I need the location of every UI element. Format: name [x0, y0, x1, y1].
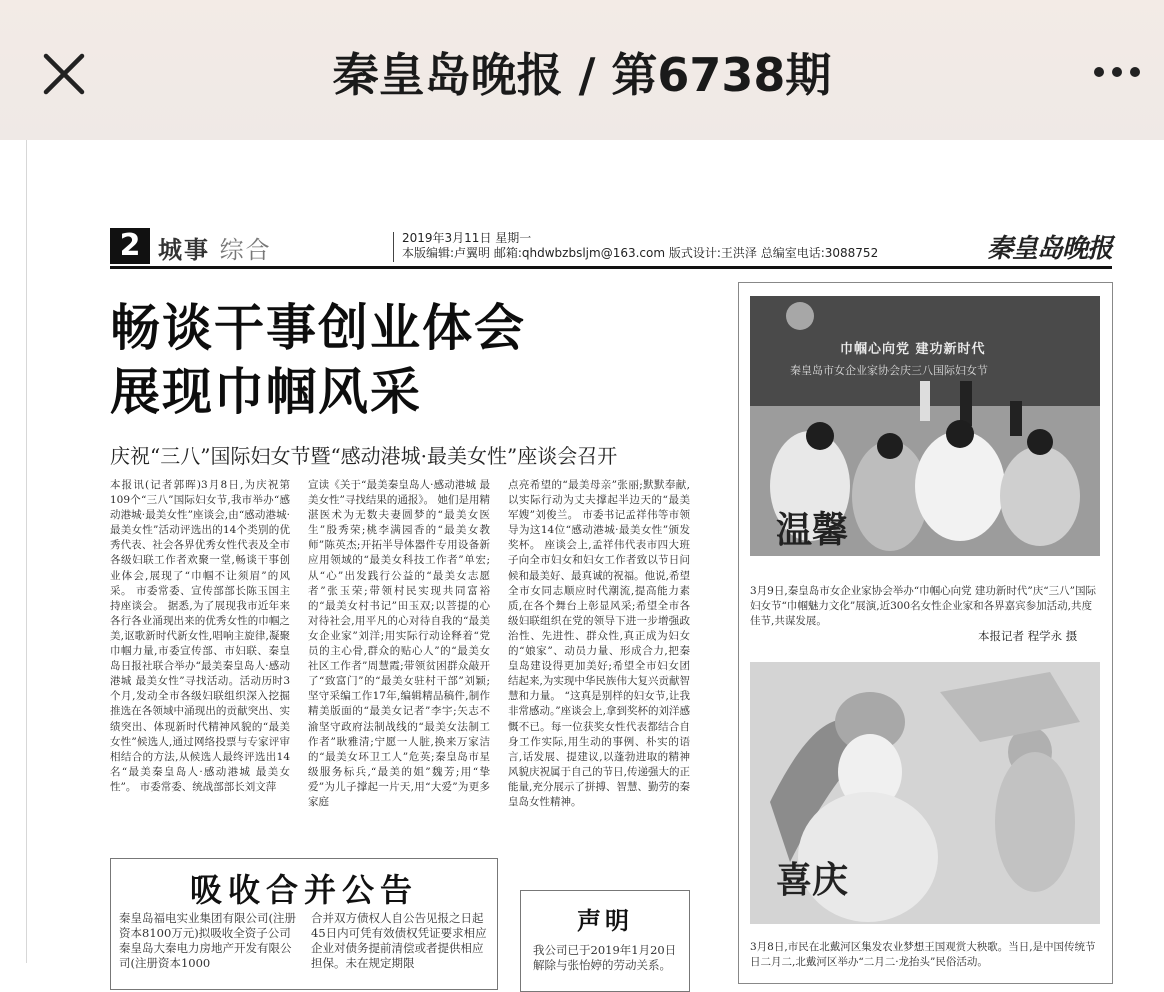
- article-subheadline: 庆祝“三八”国际妇女节暨“感动港城·最美女性”座谈会召开: [110, 444, 618, 468]
- more-icon[interactable]: [1094, 67, 1104, 77]
- photo2-caption: 3月8日,市民在北戴河区集发农业梦想王国观赏大秧歌。当日,是中国传统节日二月二,北戴河区举办“二月二·龙抬头”民俗活动。: [750, 941, 1096, 968]
- stage-banner-subtext: 秦皇岛市女企业家协会庆三八国际妇女节: [790, 364, 988, 377]
- masthead-date: 2019年3月11日 星期一: [402, 231, 532, 245]
- photo1-label: 温馨: [776, 510, 849, 551]
- masthead-info: [402, 231, 878, 261]
- close-icon[interactable]: [40, 50, 88, 98]
- app-bar: [0, 0, 1164, 141]
- headline-line-2: 展现巾帼风采: [110, 363, 422, 421]
- section-title: [158, 230, 272, 265]
- article-column-3: 点亮希望的“最美母亲”张丽;默默奉献,以实际行动为丈夫撑起半边天的“最美军嫂”刘俊兰。 市委书记孟祥伟等市领导为这14位“感动港城·最美女性”颁发奖杯。 座谈会上,孟祥伟代表市四大班子向全市妇女和妇女工作者致以节日问候和最美好、最真诚的祝福。他说,希望全市女同志顺应时代潮流,提高能力素质,在各个舞台上彰显风采;希望全市各级妇联组织在党的领导下进一步增强政治性、先进性、群众性,真正成为妇女的“娘家”、动员力量、形成合力,把秦皇岛建设得更加美好;希望全市妇女团结起来,为实现中华民族伟大复兴贡献智慧和力量。 “这真是别样的妇女节,让我非常感动。”座谈会上,拿到奖杯的刘洋感慨不已。每一位获奖女性代表都结合自身工作实际,用生动的事例、朴实的语言,话发展、提建议,以蓬勃进取的精神风貌庆祝属于自己的节日,传递强大的正能量,充分展示了拼搏、智慧、勤劳的秦皇岛女性精神。: [508, 479, 690, 808]
- photo1-caption: 3月9日,秦皇岛市女企业家协会举办“巾帼心向党 建功新时代”庆“三八”国际妇女节“巾帼魅力文化”展演,近300名女性企业家和各界嘉宾参加活动,共度佳节,共谋发展。: [750, 585, 1097, 627]
- section-main: 城事: [158, 236, 210, 264]
- section-sub: 综合: [219, 236, 272, 264]
- masthead-editor: 本版编辑:卢翼明 邮箱:qhdwbzbsljm@163.com 版式设计:王洪泽 总编室电话:3088752: [402, 246, 879, 260]
- more-icon-dot[interactable]: [1130, 67, 1140, 77]
- photo-dance-performer: [750, 662, 1100, 924]
- more-button[interactable]: [1094, 52, 1164, 92]
- photo1-byline: 本报记者 程学永 摄: [978, 629, 1078, 643]
- app-title: 秦皇岛晚报 / 第6738期: [332, 48, 832, 102]
- article-column-2: 宣读《关于“最美秦皇岛人·感动港城 最美女性”寻找结果的通报》。 她们是用精湛医术为无数夫妻圆梦的“最美女医生”殷秀荣;桃李满园香的“最美女教师”陈英杰;开拓半导体器件专用设备新应用领域的“最美女科技工作者”单宏;从“心”出发践行公益的“最美女志愿者”张玉荣;带领村民实现共同富裕的“最美女村书记”田玉双;以菩提的心对待社会,用平凡的心对待自我的“最美女企业家”刘洋;用实际行动诠释着“党员的主心骨,群众的贴心人”的“最美女社区工作者”周慧霞;带领贫困群众敲开了“致富门”的“最美女驻村干部”刘颖;坚守采编工作17年,编辑精品稿件,制作精美版面的“最美女记者”李宇;矢志不渝坚守政府法制战线的“最美女法制工作者”耿雅清;宁愿一人脏,换来万家洁的“最美女环卫工人”危英;秦皇岛市星级服务标兵,“最美的姐”魏芳;用“挚爱”为儿子撑起一片天,用“大爱”为更多家庭: [308, 479, 490, 808]
- more-icon-dot[interactable]: [1112, 67, 1122, 77]
- article-headline: [110, 296, 670, 424]
- newspaper-logo: 秦皇岛晚报: [986, 234, 1112, 264]
- stage-banner-text: 巾帼心向党 建功新时代: [840, 342, 986, 357]
- declaration-body: 我公司已于2019年1月20日解除与张怡婷的劳动关系。: [533, 943, 677, 972]
- article-column-1: 本报讯(记者郭晖)3月8日,为庆祝第109个“三八”国际妇女节,我市举办“感动港城·最美女性”座谈会,由“感动港城·最美女性”活动评选出的14个类别的优秀代表、社会各界优秀女性代表及全市各级妇联工作者欢聚一堂,畅谈干事创业体会,展现了“巾帼不让须眉”的风采。 市委常委、宣传部部长陈玉国主持座谈会。 据悉,为了展现我市近年来各行各业涌现出来的优秀女性的巾帼之美,讴歌新时代新女性,唱响主旋律,凝聚巾帼力量,市委宣传部、市妇联、秦皇岛日报社联合举办“最美秦皇岛人·感动港城 最美女性”寻找活动。活动历时3个月,发动全市各级妇联组织深入挖掘推选在各领域中涌现出的贡献突出、实绩突出、体现新时代精神风貌的“最美女性”候选人,通过网络投票与专家评审相结合的方法,从候选人最终评选出14名“最美秦皇岛人·感动港城 最美女性”。 市委常委、统战部部长刘文萍: [110, 479, 290, 793]
- photo-stage-event: [750, 296, 1100, 556]
- masthead-divider: [393, 232, 394, 262]
- masthead: [110, 228, 1112, 269]
- merger-notice-title: 吸收合并公告: [189, 871, 418, 909]
- declaration-box: [520, 890, 690, 992]
- close-button[interactable]: [36, 46, 92, 102]
- headline-line-1: 畅谈干事创业体会: [110, 299, 526, 357]
- page-edge: [26, 140, 27, 963]
- photo2-label: 喜庆: [776, 860, 849, 901]
- merger-notice: [110, 858, 498, 990]
- merger-notice-right: 合并双方债权人自公告见报之日起45日内可凭有效债权凭证要求相应企业对债务提前清偿或者提供相应担保。未在规定期限: [311, 911, 487, 970]
- page-number: 2: [110, 228, 150, 264]
- merger-notice-left: 秦皇岛福电实业集团有限公司(注册资本8100万元)拟吸收全资子公司秦皇岛大秦电力房地产开发有限公司(注册资本1000: [119, 911, 296, 970]
- declaration-title: 声明: [577, 907, 633, 935]
